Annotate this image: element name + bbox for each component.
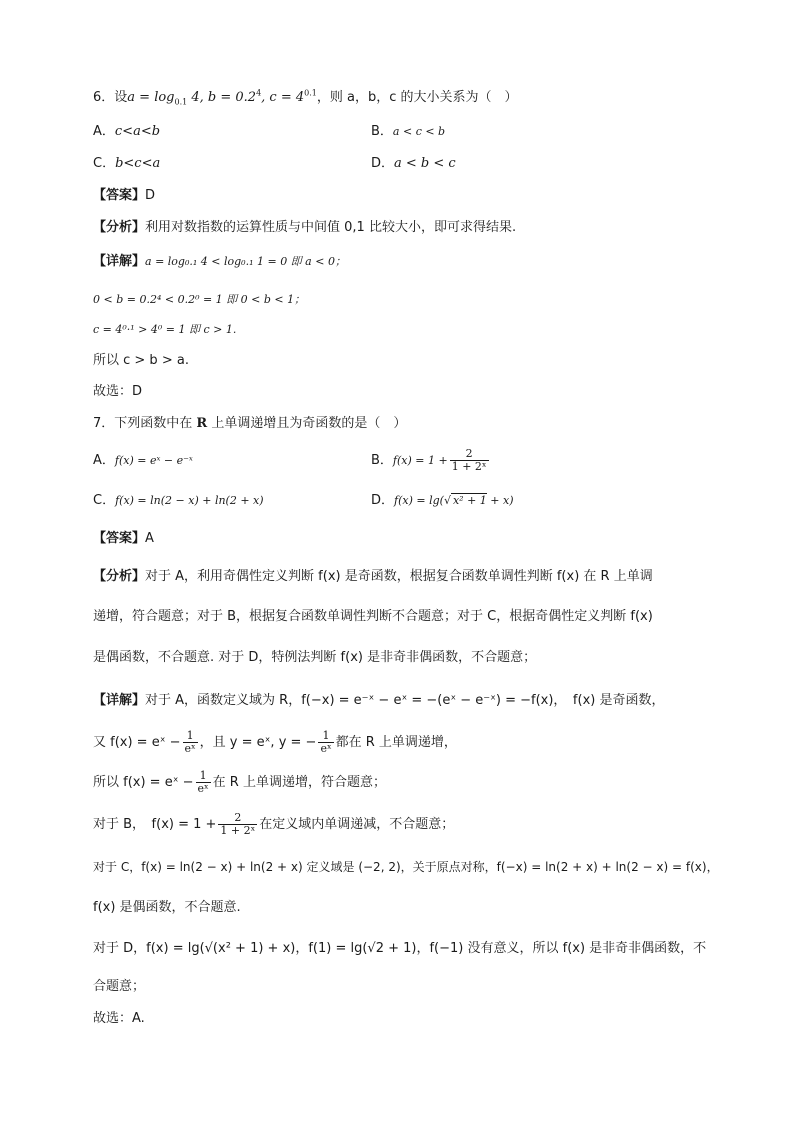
q7-detail-2-mid: ，且 y = eˣ, y = − [199,735,317,750]
q7-detail-2-fraction-b [318,730,333,755]
q7-detail-5 [93,857,719,877]
q6-option-a [93,122,160,142]
q7-option-c-label: C． [93,493,116,508]
q6-answer-tag: 【答案】 [93,188,146,203]
q6-option-c-label: C． [93,156,116,171]
q7-detail-5-text: 对于 C，f(x) = ln(2 − x) + ln(2 + x) 定义域是 (−2, 2)，关于原点对称，f(−x) = ln(2 + x) + ln(2 − x) = f(x)， [93,860,719,874]
q7-detail-4-pre: 对于 B， f(x) = 1 + [93,817,217,832]
q7-analysis-2-text: 递增，符合题意；对于 B，根据复合函数单调性判断不合题意；对于 C，根据奇偶性定义判断 f(x) [93,609,653,624]
q7-option-d [371,491,514,511]
q7-option-c [93,491,264,511]
q6-answer [93,186,155,206]
q7-option-b-num: 2 [450,448,489,461]
q7-analysis-1 [93,567,653,587]
q7-option-a-label: A． [93,453,115,468]
q7-option-b-fraction [450,448,489,473]
q6-stem-prefix: 6．设 [93,90,128,105]
q7-detail-3-post: 在 R 上单调递增，符合题意； [212,775,386,790]
q7-detail-4-den: 1 + 2ˣ [220,824,256,837]
q7-analysis-3 [93,648,536,668]
q7-detail-4-post: 在定义域内单调递减，不合题意； [259,817,455,832]
q7-stem [93,414,406,434]
q6-detail-3 [93,320,236,340]
q6-analysis-text: 利用对数指数的运算性质与中间值 0,1 比较大小，即可求得结果. [145,220,517,235]
q7-detail-2 [93,730,457,756]
q7-answer [93,529,154,549]
q6-option-d-label: D． [371,156,395,171]
q7-detail-3-pre: 所以 f(x) = eˣ − [93,775,194,790]
q6-detail-4-text: 所以 c > b > a. [93,353,189,368]
q6-analysis-tag: 【分析】 [93,220,146,235]
q7-detail-tag: 【详解】 [93,693,146,708]
q6-stem-sup: 4 [256,88,262,98]
q7-detail-7 [93,939,706,959]
q6-detail-1 [93,252,346,272]
q7-detail-2-fraction-a [183,730,198,755]
q7-analysis-1-text: 对于 A，利用奇偶性定义判断 f(x) 是奇函数，根据复合函数单调性判断 f(x) 在 R 上单调 [145,569,653,584]
q7-detail-1 [93,691,664,711]
q7-option-c-text: f(x) = ln(2 − x) + ln(2 + x) [115,494,264,507]
q7-answer-value: A [145,531,154,546]
q6-option-b [371,122,445,142]
q7-detail-8-text: 合题意； [93,979,146,994]
q6-detail-3-text: c = 4⁰·¹ > 4⁰ = 1 即 c > 1. [93,323,237,336]
q6-detail-tag: 【详解】 [93,254,146,269]
q7-detail-3 [93,770,386,796]
q7-stem-prefix: 7．下列函数中在 [93,416,197,431]
q7-option-b-label: B． [371,453,393,468]
q7-option-d-label: D． [371,493,395,508]
q6-detail-1-text: a = log₀.₁ 4 < log₀.₁ 1 = 0 即 a < 0； [145,255,346,268]
q6-detail-2 [93,290,305,310]
q6-option-d-text: a < b < c [394,156,456,171]
q6-detail-2-text: 0 < b = 0.2⁴ < 0.2⁰ = 1 即 0 < b < 1； [93,293,306,306]
q7-detail-3-den: eˣ [197,782,209,795]
q7-option-b-den: 1 + 2ˣ [451,460,487,473]
q7-detail-2-den-a: eˣ [184,742,196,755]
q7-option-b [371,448,491,474]
q6-stem-math-b: 4, b = 0.2 [187,90,257,105]
q7-detail-4 [93,812,454,838]
q7-option-a [93,451,193,471]
q6-analysis [93,218,516,238]
q7-option-d-sqrt: x² + 1 [452,494,487,507]
q6-option-c-text: b<c<a [115,156,161,171]
q7-detail-2-num-b: 1 [318,730,333,743]
q6-choose-text: 故选：D [93,384,143,399]
q6-option-a-label: A． [93,124,115,139]
q6-stem-sup2: 0.1 [304,88,317,98]
q7-detail-1-text: 对于 A，函数定义域为 R，f(−x) = e⁻ˣ − eˣ = −(eˣ − e⁻ˣ) = −f(x)， f(x) 是奇函数， [145,693,665,708]
q7-detail-2-num-a: 1 [183,730,198,743]
q7-choose-text: 故选：A. [93,1011,145,1026]
q7-detail-4-fraction [218,812,257,837]
q7-detail-2-den-b: eˣ [320,742,332,755]
q6-stem [93,88,518,108]
q7-analysis-3-text: 是偶函数，不合题意. 对于 D，特例法判断 f(x) 是非奇非偶函数，不合题意； [93,650,537,665]
q6-stem-suffix: ，则 a，b，c 的大小关系为（ ） [316,90,518,105]
q6-stem-math-a: a = log [127,90,175,105]
q6-answer-value: D [145,188,156,203]
q6-option-c [93,154,160,174]
q7-detail-2-pre: 又 f(x) = eˣ − [93,735,181,750]
q7-stem-R: R [196,416,208,431]
q7-analysis-tag: 【分析】 [93,569,146,584]
q6-choose [93,382,142,402]
q7-option-d-post: + x) [486,494,514,507]
q7-detail-2-post: 都在 R 上单调递增， [335,735,457,750]
q7-detail-8 [93,977,145,997]
q7-answer-tag: 【答案】 [93,531,146,546]
sqrt-icon: √ [443,494,451,507]
q6-option-b-text: a < c < b [392,125,446,138]
q7-detail-4-num: 2 [218,812,257,825]
q7-stem-suffix: 上单调递增且为奇函数的是（ ） [207,416,407,431]
q6-detail-4 [93,351,189,371]
q6-stem-sub: 0.1 [174,97,188,107]
q7-detail-7-text: 对于 D，f(x) = lg(√(x² + 1) + x)，f(1) = lg(√2 + 1)，f(−1) 没有意义，所以 f(x) 是非奇非偶函数，不 [93,941,707,956]
q7-option-d-pre: f(x) = lg( [394,494,444,507]
q6-option-d [371,154,456,174]
q7-option-b-pre: f(x) = 1 + [392,454,448,467]
q6-option-a-text: c<a<b [114,124,161,139]
q7-detail-3-fraction [196,770,211,795]
q7-option-a-text: f(x) = eˣ − e⁻ˣ [114,454,193,467]
q7-choose [93,1009,145,1029]
q7-detail-6-text: f(x) 是偶函数，不合题意. [93,900,241,915]
q7-analysis-2 [93,607,653,627]
q6-stem-math-c: , c = 4 [261,90,305,105]
q7-detail-6 [93,898,241,918]
q6-option-b-label: B． [371,124,393,139]
q7-detail-3-num: 1 [196,770,211,783]
